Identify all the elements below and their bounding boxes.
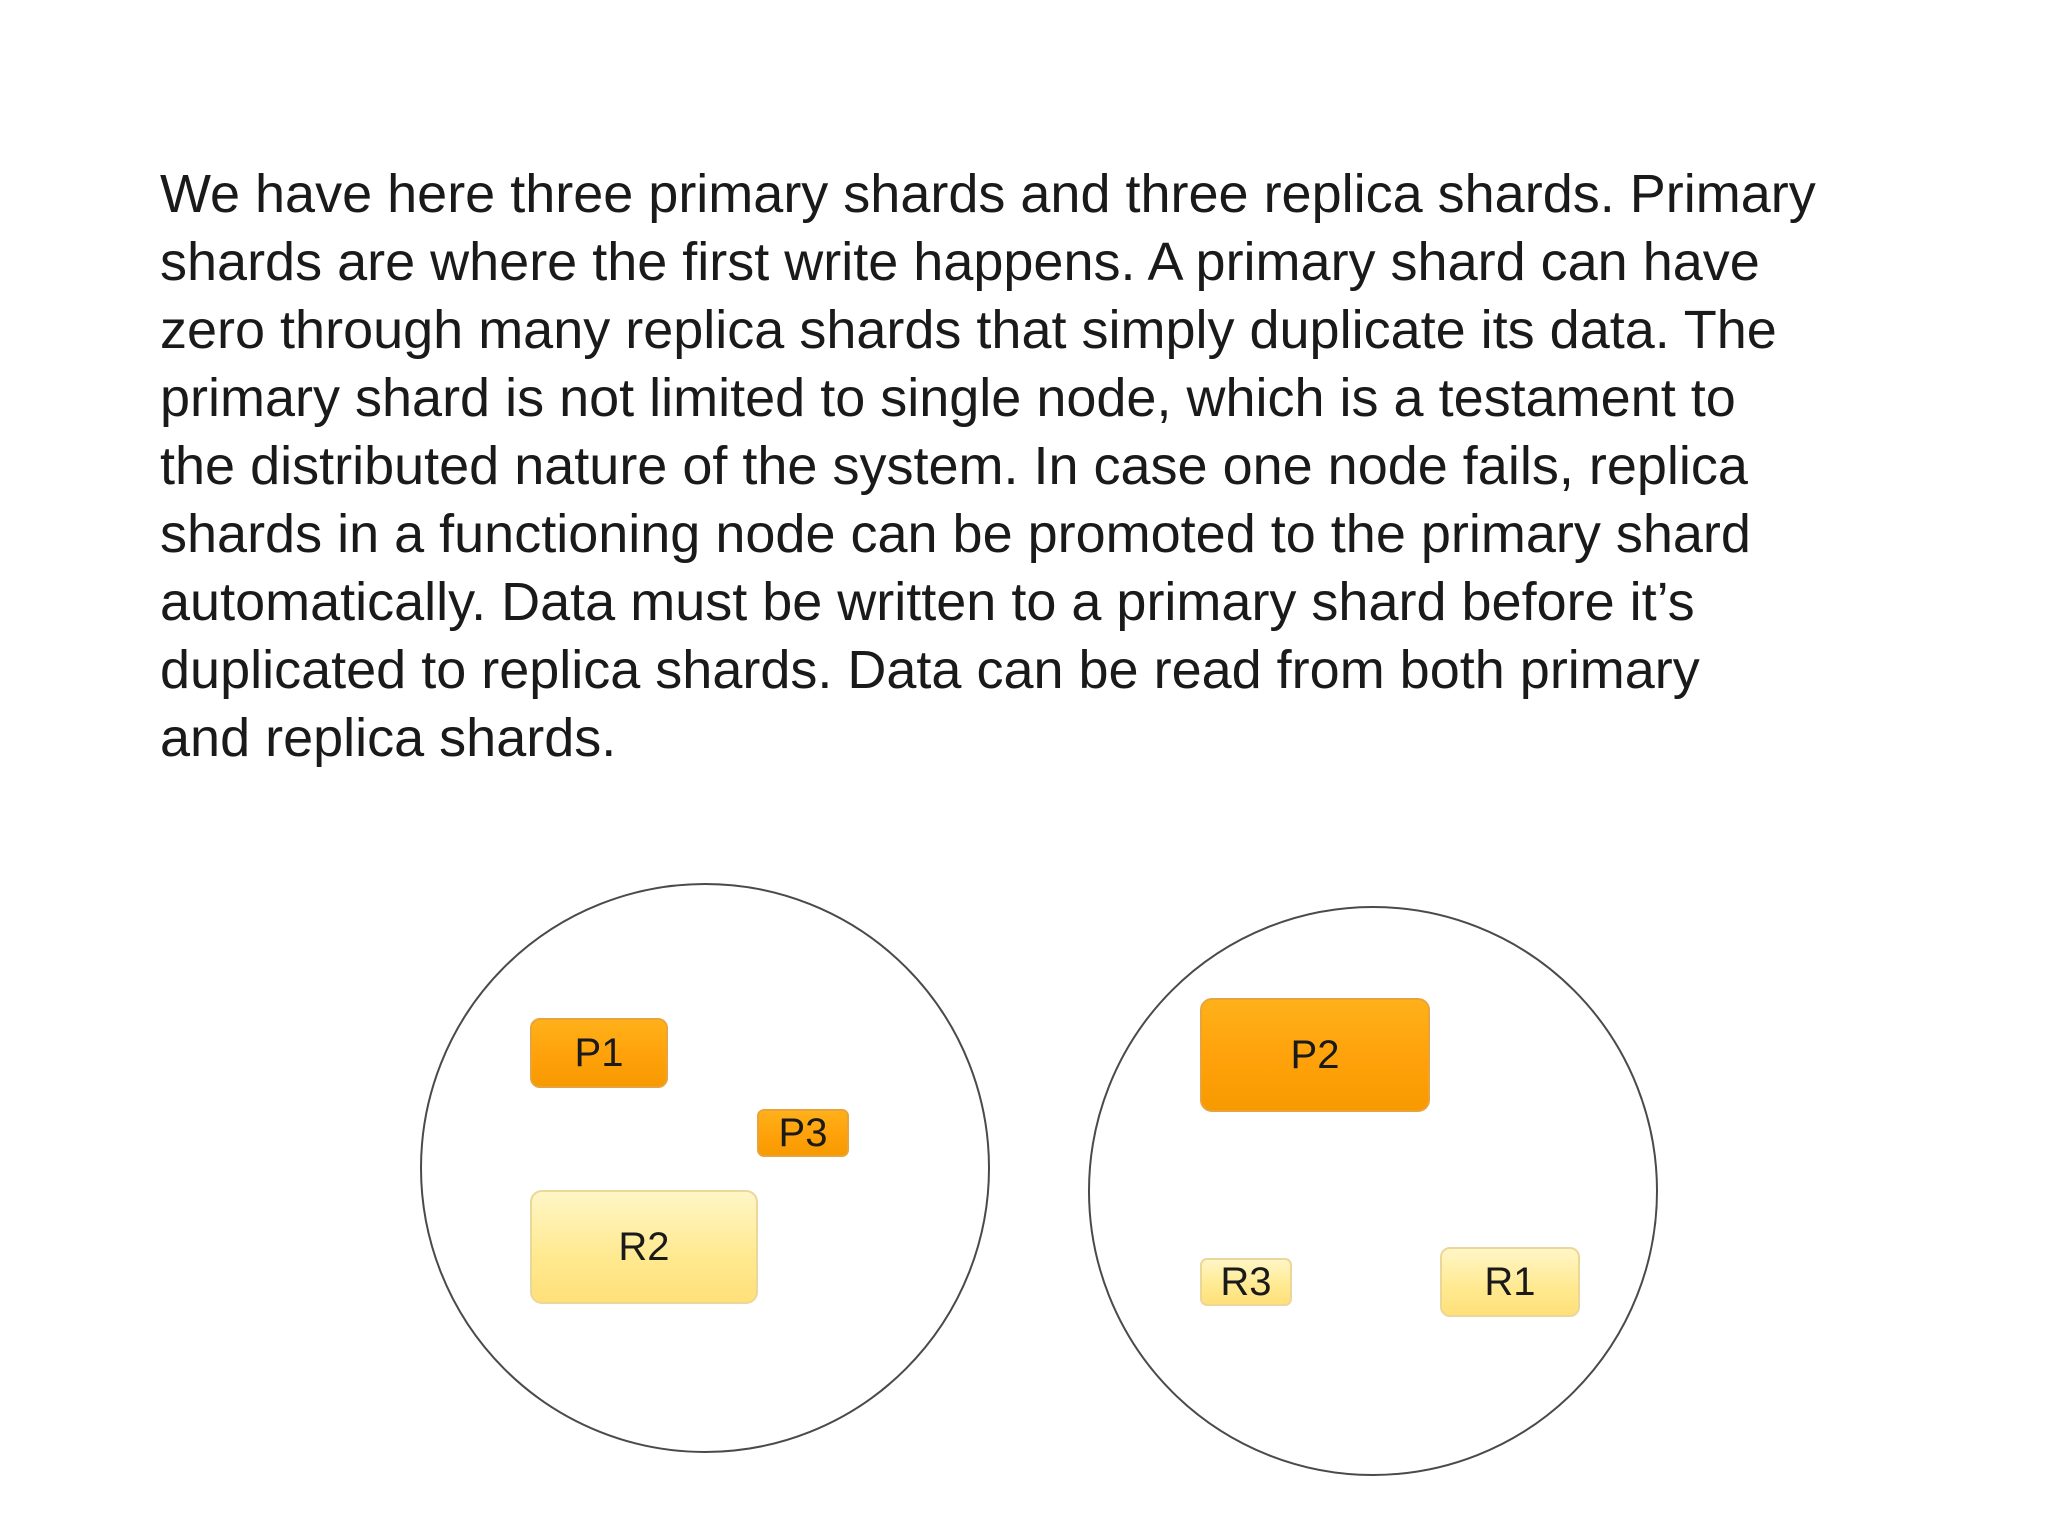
shard-label: R1 <box>1484 1259 1536 1304</box>
shard-r2 <box>530 1190 758 1304</box>
shard-label: P2 <box>1290 1032 1340 1077</box>
paragraph-line: zero through many replica shards that simply duplicate its data. The <box>160 300 1777 360</box>
shard-p2 <box>1200 998 1430 1112</box>
paragraph-line: and replica shards. <box>160 708 617 768</box>
shard-p3 <box>757 1109 849 1157</box>
paragraph-line: the distributed nature of the system. In case one node fails, replica <box>160 436 1748 496</box>
shard-label: P3 <box>778 1110 828 1155</box>
node-left-circle <box>420 883 990 1453</box>
shard-r1 <box>1440 1247 1580 1317</box>
paragraph-line: We have here three primary shards and three replica shards. Primary <box>160 164 1816 224</box>
shard-label: R2 <box>618 1224 670 1269</box>
node-right-circle <box>1088 906 1658 1476</box>
explanation-paragraph <box>160 160 1920 772</box>
paragraph-line: automatically. Data must be written to a primary shard before it’s <box>160 572 1695 632</box>
shard-label: P1 <box>574 1030 624 1075</box>
paragraph-line: primary shard is not limited to single node, which is a testament to <box>160 368 1736 428</box>
shard-p1 <box>530 1018 668 1088</box>
paragraph-line: shards are where the first write happens. A primary shard can have <box>160 232 1760 292</box>
shard-label: R3 <box>1220 1259 1272 1304</box>
shard-r3 <box>1200 1258 1292 1306</box>
paragraph-line: shards in a functioning node can be promoted to the primary shard <box>160 504 1751 564</box>
paragraph-line: duplicated to replica shards. Data can be read from both primary <box>160 640 1700 700</box>
